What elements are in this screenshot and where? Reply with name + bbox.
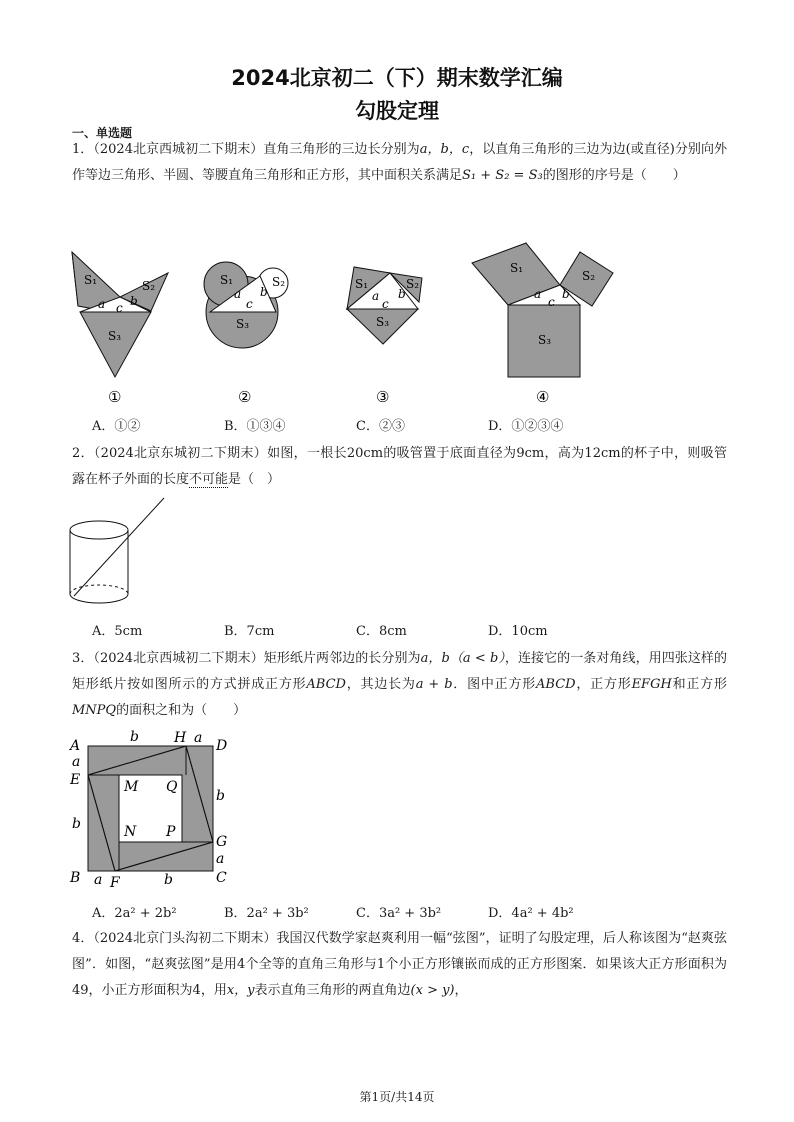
figure-caption-3: ③ [376, 388, 390, 406]
option-c[interactable]: C．8cm [356, 624, 407, 639]
s2-label: S₂ [582, 269, 596, 283]
option-a[interactable]: A．2a² + 2b² [92, 906, 177, 921]
s3-label: S₃ [538, 333, 552, 347]
figure-q1 [60, 240, 630, 415]
question-body: ．图中正方形 [452, 677, 537, 692]
question-source: （2024北京西城初二下期末） [93, 142, 264, 157]
side-b-label: b [164, 872, 173, 888]
question-body: ，其边长为 [345, 677, 416, 692]
side-a-label: a [94, 872, 103, 888]
figure-q2-cup-straw [66, 496, 176, 616]
s1-label: S₁ [355, 277, 369, 291]
c-label: c [116, 301, 123, 315]
question-4-text [72, 926, 727, 1004]
question-body: 是（ ） [228, 472, 281, 487]
question-source: （2024北京西城初二下期末） [93, 651, 264, 666]
question-1-options [92, 415, 732, 434]
document-subtitle: 勾股定理 [355, 99, 439, 123]
question-body: 如图，一根长20cm的吸管置于底面直径为9cm，高为12cm的杯子中，则吸管露在杯子外面的长度 [72, 446, 727, 487]
b-label: b [398, 287, 406, 301]
side-a-label: a [72, 754, 81, 770]
s1-label: S₁ [84, 273, 98, 287]
figure-caption-1: ① [108, 388, 122, 406]
point-g-label: G [216, 834, 228, 850]
page-footer: 第1页/共14页 [359, 1090, 435, 1104]
option-c[interactable]: C．②③ [356, 419, 405, 434]
option-d[interactable]: D．10cm [488, 624, 548, 639]
s2-label: S₂ [142, 279, 156, 293]
figure-caption-4: ④ [536, 388, 550, 406]
vertex-a-label: A [70, 738, 81, 754]
question-body: ， [454, 983, 468, 998]
side-a-label: a [194, 730, 203, 746]
question-body: ，正方形 [575, 677, 632, 692]
s3-label: S₃ [108, 329, 122, 343]
b-label: b [260, 285, 268, 299]
question-3-options [92, 902, 732, 921]
point-f-label: F [110, 875, 120, 891]
option-a[interactable]: A．①② [92, 419, 141, 434]
point-h-label: H [174, 730, 187, 746]
option-b[interactable]: B．7cm [224, 624, 275, 639]
a-label: a [98, 297, 106, 311]
c-label: c [246, 297, 253, 311]
emphasis-text: 不可能 [189, 472, 229, 487]
expression: a + b [415, 677, 453, 692]
square-name: ABCD [536, 677, 576, 692]
side-b-label: b [216, 788, 225, 804]
question-1-text [72, 137, 727, 189]
s3-label: S₃ [376, 315, 390, 329]
b-label: b [130, 294, 138, 308]
option-b[interactable]: B．2a² + 3b² [224, 906, 309, 921]
option-a[interactable]: A．5cm [92, 624, 143, 639]
question-2-options [92, 620, 732, 639]
s1-label: S₁ [510, 261, 524, 275]
vertex-b-label: B [70, 870, 81, 886]
variables: x，y [226, 983, 255, 998]
option-d[interactable]: D．4a² + 4b² [488, 906, 574, 921]
a-label: a [372, 289, 380, 303]
s2-label: S₂ [272, 275, 286, 289]
question-number: 1． [72, 142, 94, 157]
formula: S₁ + S₂ = S₃ [462, 168, 543, 183]
vertex-c-label: C [216, 870, 227, 886]
figure-3-isosceles [347, 267, 422, 344]
question-body: 和正方形 [671, 677, 727, 692]
point-n-label: N [124, 824, 137, 840]
square-name: EFGH [631, 677, 672, 692]
point-p-label: P [166, 824, 176, 840]
option-c[interactable]: C．3a² + 3b² [356, 906, 442, 921]
question-body: ，连接它的一条对角线，用四张这样的矩形纸片按如图所示的方式拼成正方形 [72, 651, 727, 692]
point-m-label: M [124, 779, 139, 795]
question-number: 3． [72, 651, 94, 666]
figure-2-semicircle [204, 262, 288, 348]
variables: a，b，c [419, 142, 470, 157]
figure-4-squares [472, 243, 613, 377]
section-heading: 一、单选题 [72, 126, 133, 140]
question-number: 4． [72, 931, 94, 946]
a-label: a [234, 287, 242, 301]
side-b-label: b [72, 816, 81, 832]
question-body: 直角三角形的三边长分别为 [263, 142, 420, 157]
option-d[interactable]: D．①②③④ [488, 419, 564, 434]
question-3-text [72, 646, 727, 724]
figure-q3-square-abcd [66, 724, 236, 894]
question-body: 的图形的序号是（ ） [542, 168, 686, 183]
question-number: 2． [72, 446, 94, 461]
option-b[interactable]: B．①③④ [224, 419, 286, 434]
side-b-label: b [130, 729, 139, 745]
b-label: b [562, 287, 570, 301]
side-a-label: a [216, 851, 225, 867]
question-source: （2024北京东城初二下期末） [93, 446, 268, 461]
document-title: 2024北京初二（下）期末数学汇编 [231, 66, 563, 90]
question-body: ，以直角三角形的三边为边(或直径)分别向外作等边三角形、半圆、等腰直角三角形和正方形，其中面积关系满足 [72, 142, 727, 183]
vertex-d-label: D [216, 738, 228, 754]
s1-label: S₁ [220, 273, 234, 287]
question-2-text [72, 441, 727, 493]
condition: (x > y) [410, 983, 455, 998]
figure-caption-2: ② [238, 388, 252, 406]
question-body: 表示直角三角形的两直角边 [254, 983, 411, 998]
c-label: c [548, 295, 555, 309]
variables: a，b（a < b） [420, 651, 505, 666]
point-q-label: Q [166, 779, 178, 795]
square-name: MNPQ [72, 703, 117, 718]
question-body: 的面积之和为（ ） [116, 703, 247, 718]
figure-1-equilateral [72, 252, 168, 377]
question-body: 矩形纸片两邻边的长分别为 [263, 651, 421, 666]
question-body: 我国汉代数学家赵爽利用一幅“弦图”，证明了勾股定理，后人称该图为“赵爽弦图”．如图，“赵爽弦图”是用4个全等的直角三角形与1个小正方形镶嵌而成的正方形图案．如果该大正方形面积为49，小正方形面积为4，用 [72, 931, 727, 998]
s2-label: S₂ [406, 277, 420, 291]
s3-label: S₃ [236, 317, 250, 331]
point-e-label: E [70, 772, 81, 788]
question-source: （2024北京门头沟初二下期末） [93, 931, 277, 946]
square-name: ABCD [306, 677, 346, 692]
c-label: c [382, 297, 389, 311]
a-label: a [534, 287, 542, 301]
